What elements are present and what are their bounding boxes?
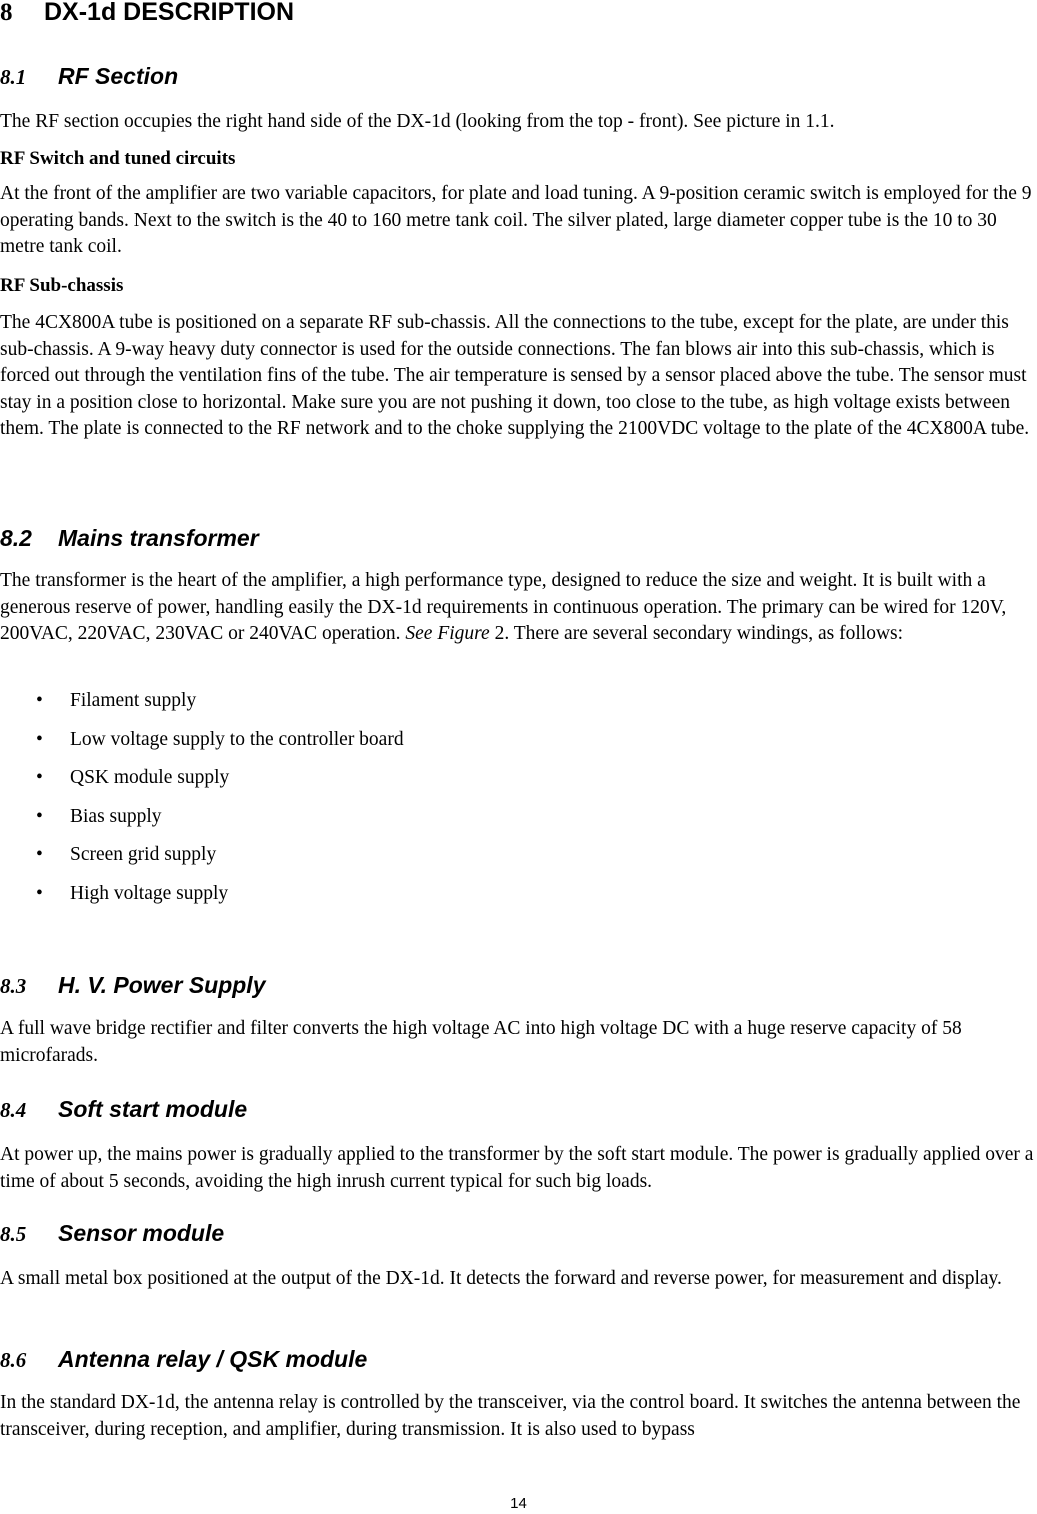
- list-item: [0, 842, 1000, 881]
- section-heading-sensor: [0, 1219, 224, 1248]
- section-number: 8.5: [0, 1222, 27, 1246]
- mains-text-start: The transformer is the heart of the amplifier, a high performance type, designed to reduce the size and weight. It is built with a generous reserve of power, handling easily the DX-1d requirements in continuous operation. The primary can be wired for 120V, 200VAC, 220VAC, 230VAC or 240VAC operation.: [0, 570, 1007, 644]
- antenna-paragraph: In the standard DX-1d, the antenna relay is controlled by the transceiver, via the control board. It switches the antenna between the transceiver, during reception, and amplifier, during transmission. It is also used to bypass: [0, 1392, 1021, 1440]
- list-item-text: QSK module supply: [70, 767, 230, 788]
- rf-subchassis-paragraph: The 4CX800A tube is positioned on a separate RF sub-chassis. All the connections to the tube, except for the plate, are under this sub-chassis. A 9-way heavy duty connector is used for the outside connections. The fan blows air into this sub-chassis, which is forced out through the ventilation fins of the tube. The air temperature is sensed by a sensor placed above the tube. The sensor must stay in a position close to horizontal. Make sure you are not pushing it down, too close to the tube, as high voltage exists between them. The plate is connected to the RF network and to the choke supplying the 2100VDC voltage to the plate of the 4CX800A tube.: [0, 312, 1030, 439]
- chapter-heading: [0, 0, 294, 28]
- bullet-icon: •: [36, 728, 43, 750]
- list-item-text: Low voltage supply to the controller board: [70, 728, 404, 750]
- subheading-rf-subchassis: RF Sub-chassis: [0, 275, 124, 296]
- hv-paragraph: A full wave bridge rectifier and filter converts the high voltage AC into high voltage DC with a huge reserve capacity of 58 microfarads.: [0, 1018, 962, 1066]
- section-title: Soft start module: [58, 1096, 248, 1122]
- section-number: 8.3: [0, 974, 27, 998]
- windings-list: [0, 688, 1000, 919]
- page-number: 14: [510, 1495, 527, 1512]
- section-number: 8.2: [0, 525, 32, 551]
- list-item-text: Bias supply: [70, 805, 162, 827]
- figure-reference: See Figure: [405, 623, 490, 644]
- section-title: H. V. Power Supply: [58, 972, 266, 998]
- subheading-rf-switch: RF Switch and tuned circuits: [0, 148, 236, 169]
- section-heading-rf: [0, 62, 178, 91]
- mains-paragraph: [0, 568, 1034, 648]
- section-title: Sensor module: [58, 1220, 225, 1246]
- list-item: [0, 765, 1000, 804]
- section-heading-hv: [0, 971, 265, 1000]
- rf-switch-paragraph: At the front of the amplifier are two variable capacitors, for plate and load tuning. A 9-position ceramic switch is employed for the 9 operating bands. Next to the switch is the 40 to 160 metre tank coil. The silver plated, large diameter copper tube is the 10 to 30 metre tank coil.: [0, 183, 1032, 257]
- list-item-text: Screen grid supply: [70, 844, 217, 865]
- list-item: [0, 727, 1000, 766]
- rf-intro-paragraph: The RF section occupies the right hand side of the DX-1d (looking from the top - front). See picture in 1.1.: [0, 111, 835, 132]
- section-title: Mains transformer: [58, 525, 259, 551]
- section-number: 8.6: [0, 1348, 27, 1372]
- list-item-text: High voltage supply: [70, 882, 229, 904]
- section-number: 8.4: [0, 1098, 27, 1122]
- section-heading-antenna: [0, 1345, 367, 1374]
- list-item-text: Filament supply: [70, 690, 197, 711]
- section-heading-mains: [0, 524, 259, 552]
- soft-start-paragraph: At power up, the mains power is gradually applied to the transformer by the soft start module. The power is gradually applied over a time of about 5 seconds, avoiding the high inrush current typical for such big loads.: [0, 1144, 1034, 1192]
- list-item: [0, 688, 1000, 727]
- list-item: [0, 804, 1000, 843]
- bullet-icon: •: [36, 767, 43, 788]
- sensor-paragraph: A small metal box positioned at the output of the DX-1d. It detects the forward and reverse power, for measurement and display.: [0, 1268, 1002, 1289]
- mains-text-end: 2. There are several secondary windings, as follows:: [489, 623, 904, 644]
- section-heading-soft-start: [0, 1095, 247, 1124]
- list-item: [0, 881, 1000, 920]
- bullet-icon: •: [36, 805, 43, 827]
- bullet-icon: •: [36, 844, 43, 865]
- chapter-number: 8: [0, 0, 13, 26]
- section-title: RF Section: [58, 63, 179, 89]
- bullet-icon: •: [36, 690, 43, 711]
- chapter-title: DX-1d DESCRIPTION: [44, 0, 295, 26]
- section-number: 8.1: [0, 65, 27, 89]
- section-title: Antenna relay / QSK module: [58, 1346, 368, 1372]
- bullet-icon: •: [36, 882, 43, 904]
